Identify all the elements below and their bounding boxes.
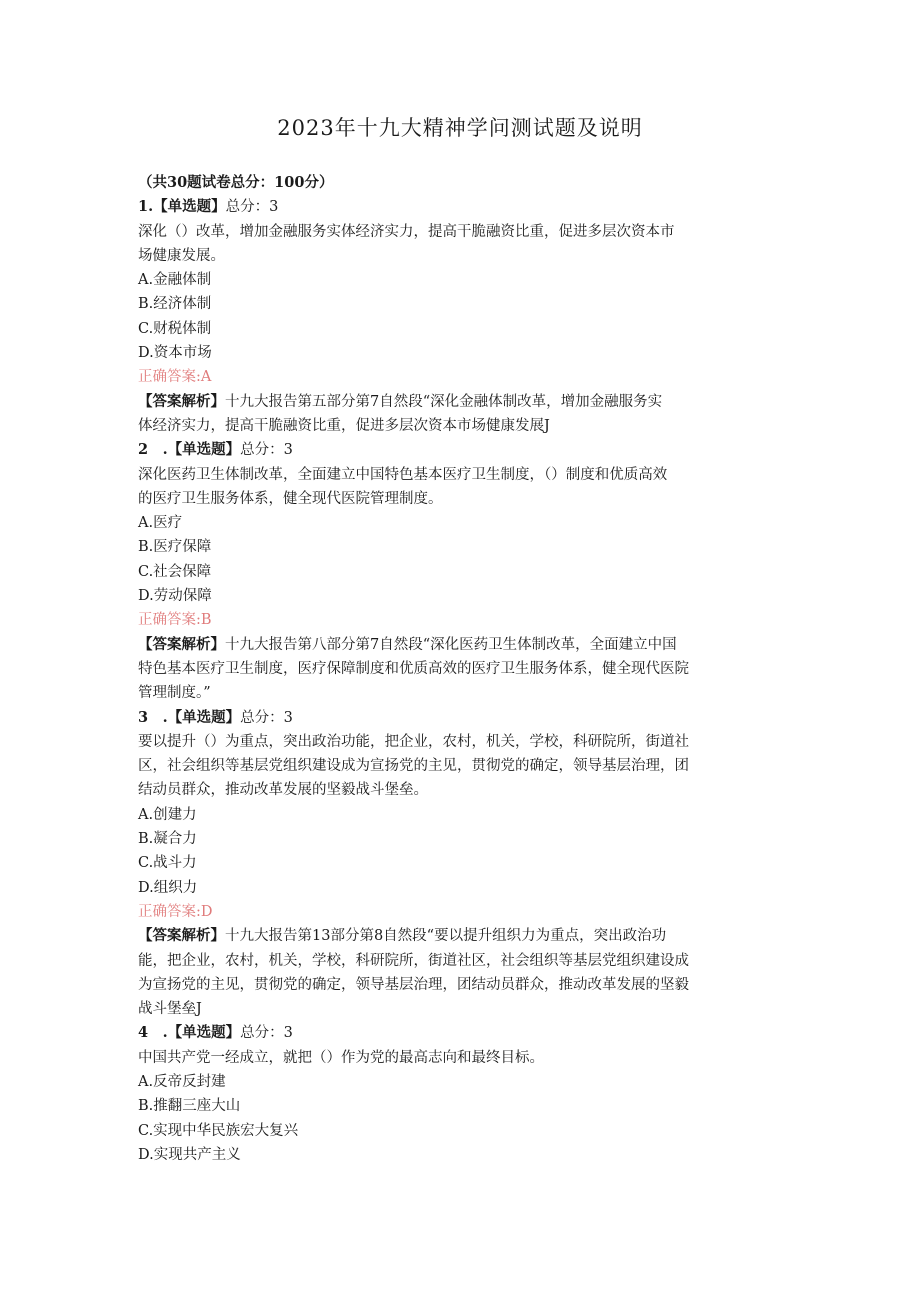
- question-number: 2 .: [138, 441, 168, 459]
- option-d: D.劳动保障: [138, 588, 212, 605]
- option-d: D.资本市场: [138, 345, 212, 362]
- answer-analysis-line: 特色基本医疗卫生制度，医疗保障制度和优质高效的医疗卫生服务体系，健全现代医院: [138, 660, 689, 677]
- question-stem-line: 要以提升（）为重点，突出政治功能，把企业，农村，机关，学校，科研院所，街道社: [138, 733, 689, 750]
- question-header: [138, 438, 788, 462]
- correct-answer: 正确答案:A: [138, 369, 212, 386]
- option-a: A.反帝反封建: [138, 1073, 226, 1090]
- question-header: [138, 195, 788, 219]
- question-1: [138, 195, 788, 438]
- question-stem-line: 场健康发展。: [138, 247, 225, 264]
- question-header: [138, 706, 788, 730]
- answer-analysis-line: 管理制度。”: [138, 685, 211, 702]
- document-title: 2023年十九大精神学问测试题及说明: [277, 116, 643, 140]
- question-stem-line: 深化医药卫生体制改革，全面建立中国特色基本医疗卫生制度，（）制度和优质高效: [138, 466, 668, 483]
- question-type: 【单选题】: [153, 198, 226, 216]
- question-stem-line: 中国共产党一经成立，就把（）作为党的最高志向和最终目标。: [138, 1049, 544, 1066]
- option-b: B.推翻三座大山: [138, 1098, 241, 1115]
- analysis-label: 【答案解析】: [138, 635, 225, 653]
- analysis-text: 十九大报告第五部分第7自然段“深化金融体制改革，增加金融服务实: [225, 393, 663, 410]
- question-stem-line: 结动员群众，推动改革发展的坚毅战斗堡垒。: [138, 782, 428, 799]
- correct-answer: 正确答案:D: [138, 903, 213, 920]
- option-c: C.财税体制: [138, 320, 212, 337]
- analysis-label: 【答案解析】: [138, 927, 225, 945]
- question-stem-line: 深化（）改革，增加金融服务实体经济实力，提高干脆融资比重，促进多层次资本市: [138, 223, 675, 240]
- question-stem-line: 的医疗卫生服务体系，健全现代医院管理制度。: [138, 490, 443, 507]
- question-stem-line: 区，社会组织等基层党组织建设成为宣扬党的主见，贯彻党的确定，领导基层治理，团: [138, 758, 689, 775]
- answer-analysis-line: 体经济实力，提高干脆融资比重，促进多层次资本市场健康发展J: [138, 417, 550, 434]
- analysis-text: 十九大报告第八部分第7自然段“深化医药卫生体制改革，全面建立中国: [225, 636, 677, 653]
- answer-analysis-line: 战斗堡垒J: [138, 1001, 202, 1018]
- question-number: 3 .: [138, 708, 168, 726]
- question-score: 总分：3: [240, 442, 293, 459]
- option-b: B.凝合力: [138, 831, 197, 848]
- analysis-label: 【答案解析】: [138, 392, 225, 410]
- option-a: A.金融体制: [138, 272, 212, 289]
- answer-analysis-line: [138, 633, 788, 657]
- question-type: 【单选题】: [167, 708, 241, 726]
- exam-summary: （共30题试卷总分：100分）: [138, 174, 334, 191]
- question-type: 【单选题】: [167, 441, 241, 459]
- question-number: 1.: [138, 198, 154, 216]
- option-a: A.医疗: [138, 515, 183, 532]
- option-d: D.组织力: [138, 879, 198, 896]
- question-header: [138, 1021, 788, 1045]
- option-b: B.经济体制: [138, 296, 212, 313]
- correct-answer: 正确答案:B: [138, 612, 212, 629]
- question-number: 4 .: [138, 1024, 168, 1042]
- answer-analysis-line: [138, 390, 788, 414]
- answer-analysis-line: 能，把企业，农村，机关，学校，科研院所，街道社区，社会组织等基层党组织建设成: [138, 952, 689, 969]
- option-d: D.实现共产主义: [138, 1146, 241, 1163]
- analysis-text: 十九大报告第13部分第8自然段“要以提升组织力为重点，突出政治功: [225, 928, 667, 945]
- option-c: C.战斗力: [138, 855, 197, 872]
- question-score: 总分：3: [225, 199, 279, 216]
- question-4: [138, 1021, 788, 1167]
- question-2: [138, 438, 788, 705]
- option-b: B.医疗保障: [138, 539, 212, 556]
- answer-analysis-line: [138, 924, 788, 948]
- question-score: 总分：3: [240, 709, 293, 726]
- option-c: C.实现中华民族宏大复兴: [138, 1122, 299, 1139]
- answer-analysis-line: 为宣扬党的主见，贯彻党的确定，领导基层治理，团结动员群众，推动改革发展的坚毅: [138, 976, 689, 993]
- question-type: 【单选题】: [167, 1024, 241, 1042]
- question-3: [138, 706, 788, 1022]
- option-a: A.创建力: [138, 806, 197, 823]
- document-body: [138, 171, 788, 1167]
- question-score: 总分：3: [240, 1025, 293, 1042]
- option-c: C.社会保障: [138, 563, 212, 580]
